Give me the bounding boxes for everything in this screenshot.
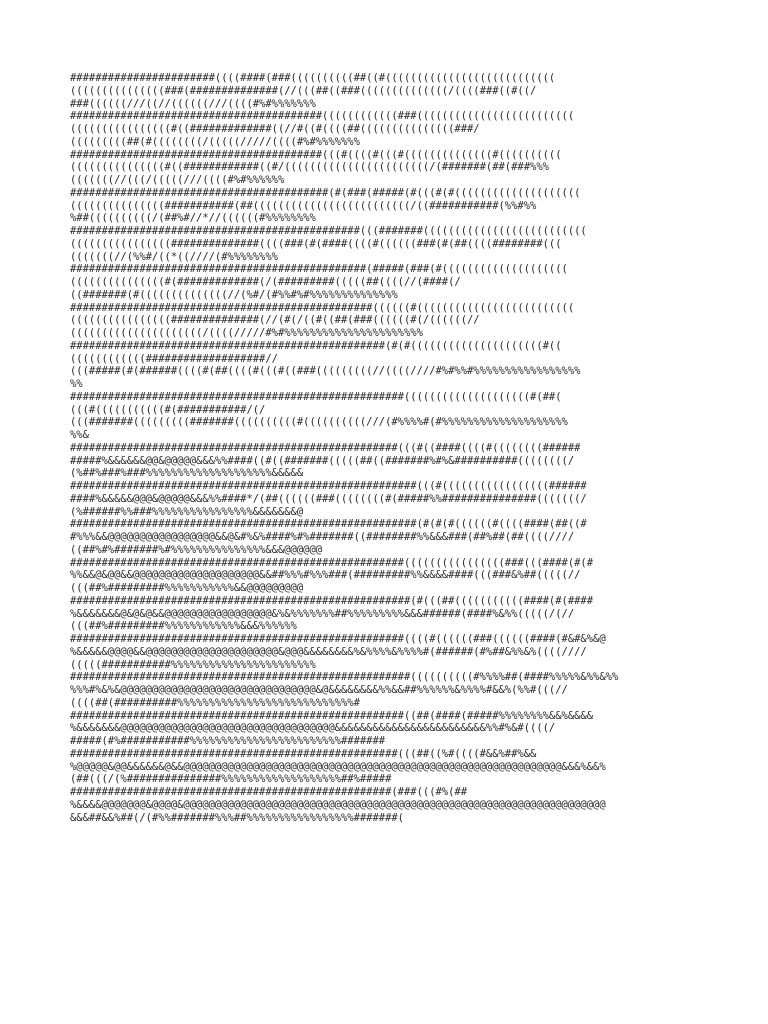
ascii-art-line: #####################################################((((((((((((((((((((#(##(	[70, 390, 562, 403]
ascii-art-line: ((((((((((((###################//	[70, 352, 278, 365]
ascii-art-line: (((((((//(((/(((((///((((#%#%%%%%%	[70, 174, 285, 186]
ascii-art-line: (((((((//(%%#/((*((////(#%%%%%%%%	[70, 250, 278, 263]
ascii-art-line: #########################################(#(###(#####(#(((#(#((((((((((((((((((((	[70, 186, 581, 199]
ascii-art-line: %&&&&@@@@@@@&@@@@&@@@@@@@@@@@@@@@@@@@@@@@@@@@@@@@@@@@@@@@@@@@@@@@@@@@@@@@@@@@@@@@@@@@	[70, 798, 606, 811]
ascii-art-line: #####################################################((##(####(#####%%%%%%%%&&%&&&&	[70, 709, 594, 722]
ascii-art-line: ####################################################(((#((####((((#((((((((######	[70, 441, 581, 454]
ascii-art-line: (((((###########%%%%%%%%%%%%%%%%%%%%%%%	[70, 658, 316, 671]
ascii-art-line: %%&&@&@@&&@@@@@@@@@@@@@@@@@@@@&&##%%%#%%%###(#########%%&&&&####(((###&%##(((((//	[70, 569, 581, 582]
ascii-art-line: (((((((((##(#((((((((/(((((/////((((#%#%%%%%%%	[70, 135, 360, 148]
ascii-art-line: (((#######(((((((((#######((((((((((#((((((((((///(#%%%%#(#%%%%%%%%%%%%%%%%%%%%	[70, 416, 568, 429]
ascii-art-line: ((((##(##########%%%%%%%%%%%%%%%%%%%%%%%%%%%%#	[70, 696, 360, 709]
ascii-art-line: ###################################################(###(((#%(##	[70, 786, 467, 798]
ascii-art-line: #####%&&&&&&@@&@@@@@&&&%%####((#((#######(((((##((#######%#%&##########((((((((/	[70, 454, 575, 467]
ascii-art-line: ######################################################(#(((##(((((((((((####(#(####	[70, 594, 594, 607]
ascii-art-line: ###((((((///((//((((((///((((#%#%%%%%%%	[70, 97, 316, 110]
ascii-art-line: %&&&&&&&@@@@@@@@@@@@@@@@@@@@@@@@@@@@@@@@@@&&&&&&&&&&&&&&&&&&&&&&&&%%#%&#((((/	[70, 722, 556, 735]
ascii-art-line: (((((((((((((((###########(##(((((((((((((((((((((((((/((###########(%%#%%	[70, 199, 537, 212]
ascii-art-line: (((((((((((((((###(##############(//(((##((###((((((((((((((/((((###((#((/	[70, 84, 537, 97]
ascii-art-line: #####################################################((((#((((((###((((((####(#&#&%&@	[70, 633, 606, 645]
ascii-art-line: (((((((((((((((((((((/((((/////#%#%%%%%%%%%%%%%%%%%%%%%%	[70, 327, 423, 339]
ascii-art-line: ########################################((((((((((((###(((((((((((((((((((((((((	[70, 110, 575, 123]
ascii-art-line: ((((((((((((((((#((#############((//#((#((((##(((((((((((((((###/	[70, 123, 480, 135]
ascii-art-line: (((#(((((((((((#(###########/(/	[70, 403, 266, 416]
ascii-art-line: %%	[70, 378, 83, 390]
ascii-art-line: %&&&&&&&@&@&@&&@@@@@@@@@@@@@@@@@&%&%%%%%%%##%%%%%%%%%&&&######(####%&%%(((((/(//	[70, 607, 575, 620]
ascii-art-line: #%%%&&@@@@@@@@@@@@@@@@@&&@&#%&%####%#%#######((########%%&&&###(##%##(##((((////	[70, 531, 575, 543]
ascii-art-line: ######################################################((((((((((#%%%%##(####%%%%%&%%&%%	[70, 671, 619, 684]
ascii-art-line: #####(#%###########%%%%%%%%%%%%%%%%%%%%%%%%#######	[70, 735, 386, 747]
ascii-art-line: #####################################################((((((((((((((((###(((####(#(#	[70, 556, 594, 569]
ascii-art-block	[70, 72, 710, 824]
ascii-art-line: ((##%#%#######%#%%%%%%%%%%%%%%%&&&@@@@@@	[70, 543, 323, 556]
ascii-art-line: %%&	[70, 429, 89, 441]
ascii-art-line: ###############################################(#####(###(#((((((((((((((((((((	[70, 263, 568, 276]
ascii-art-line: %@@@@@&@@&&&&&&@&&@@@@@@@@@@@@@@@@@@@@@@@@@@@@@@@@@@@@@@@@@@@@@@@@@@@@@@@@@@@@&&&%&&%	[70, 760, 606, 773]
ascii-art-line: (((#####(#(######((((#(##((((#(((#((###(((((((((//((((////#%#%%#%%%%%%%%%%%%%%%%%	[70, 365, 581, 378]
ascii-art-line: %##((((((((((/(##%#//*//((((((#%%%%%%%%	[70, 212, 316, 225]
ascii-art-line: ####%&&&&&@@@&@@@@@&&&%%####*/(##((((((###((((((((#(#####%%###############(((((((/	[70, 492, 587, 505]
ascii-art-line: ################################################((((((#(((((((((((((((((((((((((	[70, 301, 575, 314]
ascii-art-line: &&&##&&%##(/(#%%#######%%%##%%%%%%%%%%%%%%%%%#######(	[70, 811, 404, 824]
ascii-art-line: %&&&&&@@@@&&@@@@@@@@@@@@@@@@@@@@@&@@@&&&&&&&&%&%%%%&%%%%#(######(#%##&%%&%((((////	[70, 645, 587, 658]
ascii-art-line: (((((((((((((((#(#############(/(#########(((((##((((//(####(/	[70, 276, 461, 288]
ascii-art-line: (((##%#########%%%%%%%%%%%%&&&%%%%%%	[70, 620, 297, 633]
ascii-art-line: ####################################################(((##((%#((((#&&%##%&&	[70, 747, 537, 760]
ascii-art-line: (##(((/(%###############%%%%%%%%%%%%%%%%%%%##%#####	[70, 773, 392, 786]
ascii-art-line: #######################################################(#(#(#((((((#((((####(##((#	[70, 518, 587, 531]
ascii-art-line: (((##%#########%%%%%%%%%%%&&@@@@@@@@@	[70, 582, 304, 594]
ascii-art-line: ##################################################(#(#(((((((((((((((((((((#((	[70, 339, 562, 352]
ascii-art-line: ((((((((((((((((##############((((###(#(####((((#((((((###(#(##((((########(((	[70, 237, 562, 250]
ascii-art-line: %%%#%&%&@@@@@@@@@@@@@@@@@@@@@@@@@@@@@@@&@&&&&&&&&%%&&##%%%%%%&%%%%#&&%(%%#(((//	[70, 684, 568, 696]
ascii-art-line: (((((((((((((((#((############((#/(((((((((((((((((((((((/(#######(##(###%%%	[70, 161, 549, 174]
ascii-art-line: ((#######(#((((((((((((((//(%#/(#%%#%#%%%%%%%%%%%%%%	[70, 288, 398, 301]
ascii-art-line: ((((((((((((((((##############(//(#(/((#((##(###((((((#(/((((((//	[70, 314, 480, 327]
ascii-art-line: ########################################(((#((((#(((#((((((((((((((#((((((((((	[70, 148, 562, 161]
ascii-art-line: #######################################################(((#(((((((((((((((((######	[70, 480, 587, 492]
ascii-art-line: #######################((((####(###((((((((((##((#(((((((((((((((((((((((((((	[70, 72, 556, 84]
ascii-art-line: ##############################################(((#######((((((((((((((((((((((((((	[70, 225, 587, 237]
ascii-art-line: (%######%%###%%%%%%%%%%%%%%%%&&&&&&&@	[70, 505, 304, 518]
ascii-art-line: (%##%###%###%%%%%%%%%%%%%%%%%%%%&&&&&	[70, 467, 304, 480]
